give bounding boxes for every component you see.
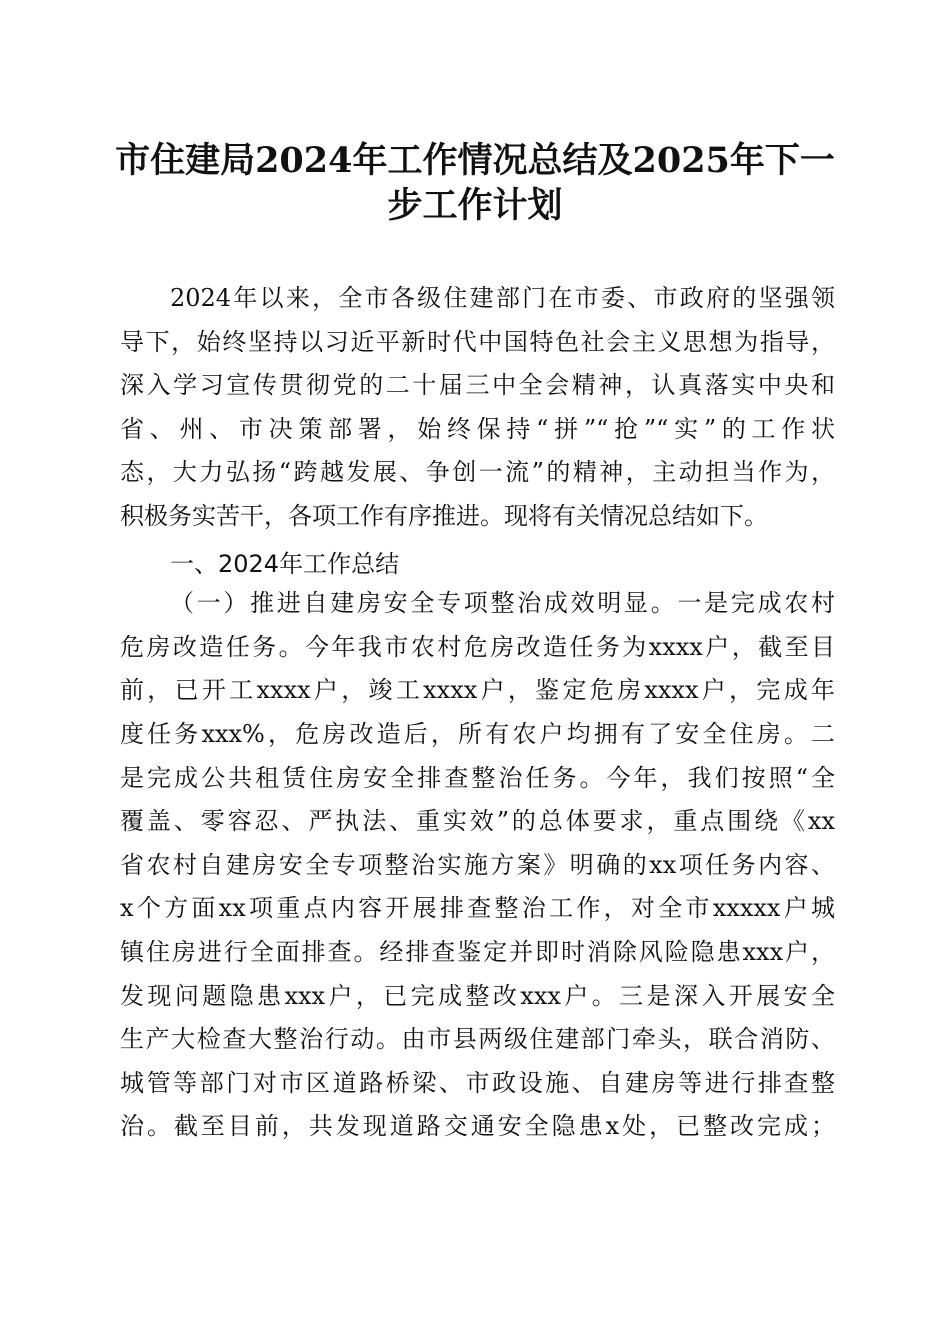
paragraph-line: 覆盖、零容忍、严执法、重实效”的总体要求，重点围绕《xx	[120, 807, 835, 835]
paragraph-line: 城管等部门对市区道路桥梁、市政设施、自建房等进行排查整	[120, 1069, 835, 1097]
paragraph-line: 危房改造任务。今年我市农村危房改造任务为xxxx户，截至目	[120, 633, 835, 661]
paragraph-line: 导下，始终坚持以习近平新时代中国特色社会主义思想为指导，	[120, 328, 835, 356]
paragraph-line: 省农村自建房安全专项整治实施方案》明确的xx项任务内容、	[120, 851, 835, 879]
paragraph-line: 态，大力弘扬“跨越发展、争创一流”的精神，主动担当作为，	[120, 458, 835, 486]
paragraph-line: x个方面xx项重点内容开展排查整治工作，对全市xxxxx户城	[120, 894, 835, 922]
paragraph-line: 是完成公共租赁住房安全排查整治任务。今年，我们按照“全	[120, 764, 835, 792]
paragraph-line: 深入学习宣传贯彻党的二十届三中全会精神，认真落实中央和	[120, 371, 835, 399]
paragraph-line: 前，已开工xxxx户，竣工xxxx户，鉴定危房xxxx户，完成年	[120, 676, 835, 704]
paragraph-line: 治。截至目前，共发现道路交通安全隐患x处，已整改完成；	[120, 1112, 835, 1140]
paragraph-line: 度任务xxx%，危房改造后，所有农户均拥有了安全住房。二	[120, 720, 835, 748]
paragraph-line: （一）推进自建房安全专项整治成效明显。一是完成农村	[170, 589, 835, 617]
paragraph-line: 发现问题隐患xxx户，已完成整改xxx户。三是深入开展安全	[120, 982, 835, 1010]
document-title-line-2: 步工作计划	[387, 185, 563, 226]
paragraph-line: 省、州、市决策部署，始终保持“拼”“抢”“实”的工作状	[120, 415, 835, 443]
document-title-line-1: 市住建局2024年工作情况总结及2025年下一	[115, 140, 835, 181]
paragraph-line: 积极务实苦干，各项工作有序推进。现将有关情况总结如下。	[120, 502, 768, 530]
paragraph-line: 生产大检查大整治行动。由市县两级住建部门牵头，联合消防、	[120, 1025, 835, 1053]
paragraph-line: 镇住房进行全面排查。经排查鉴定并即时消除风险隐患xxx户，	[120, 938, 835, 966]
paragraph-line: 2024年以来，全市各级住建部门在市委、市政府的坚强领	[170, 284, 835, 312]
section-heading: 一、2024年工作总结	[170, 550, 400, 578]
